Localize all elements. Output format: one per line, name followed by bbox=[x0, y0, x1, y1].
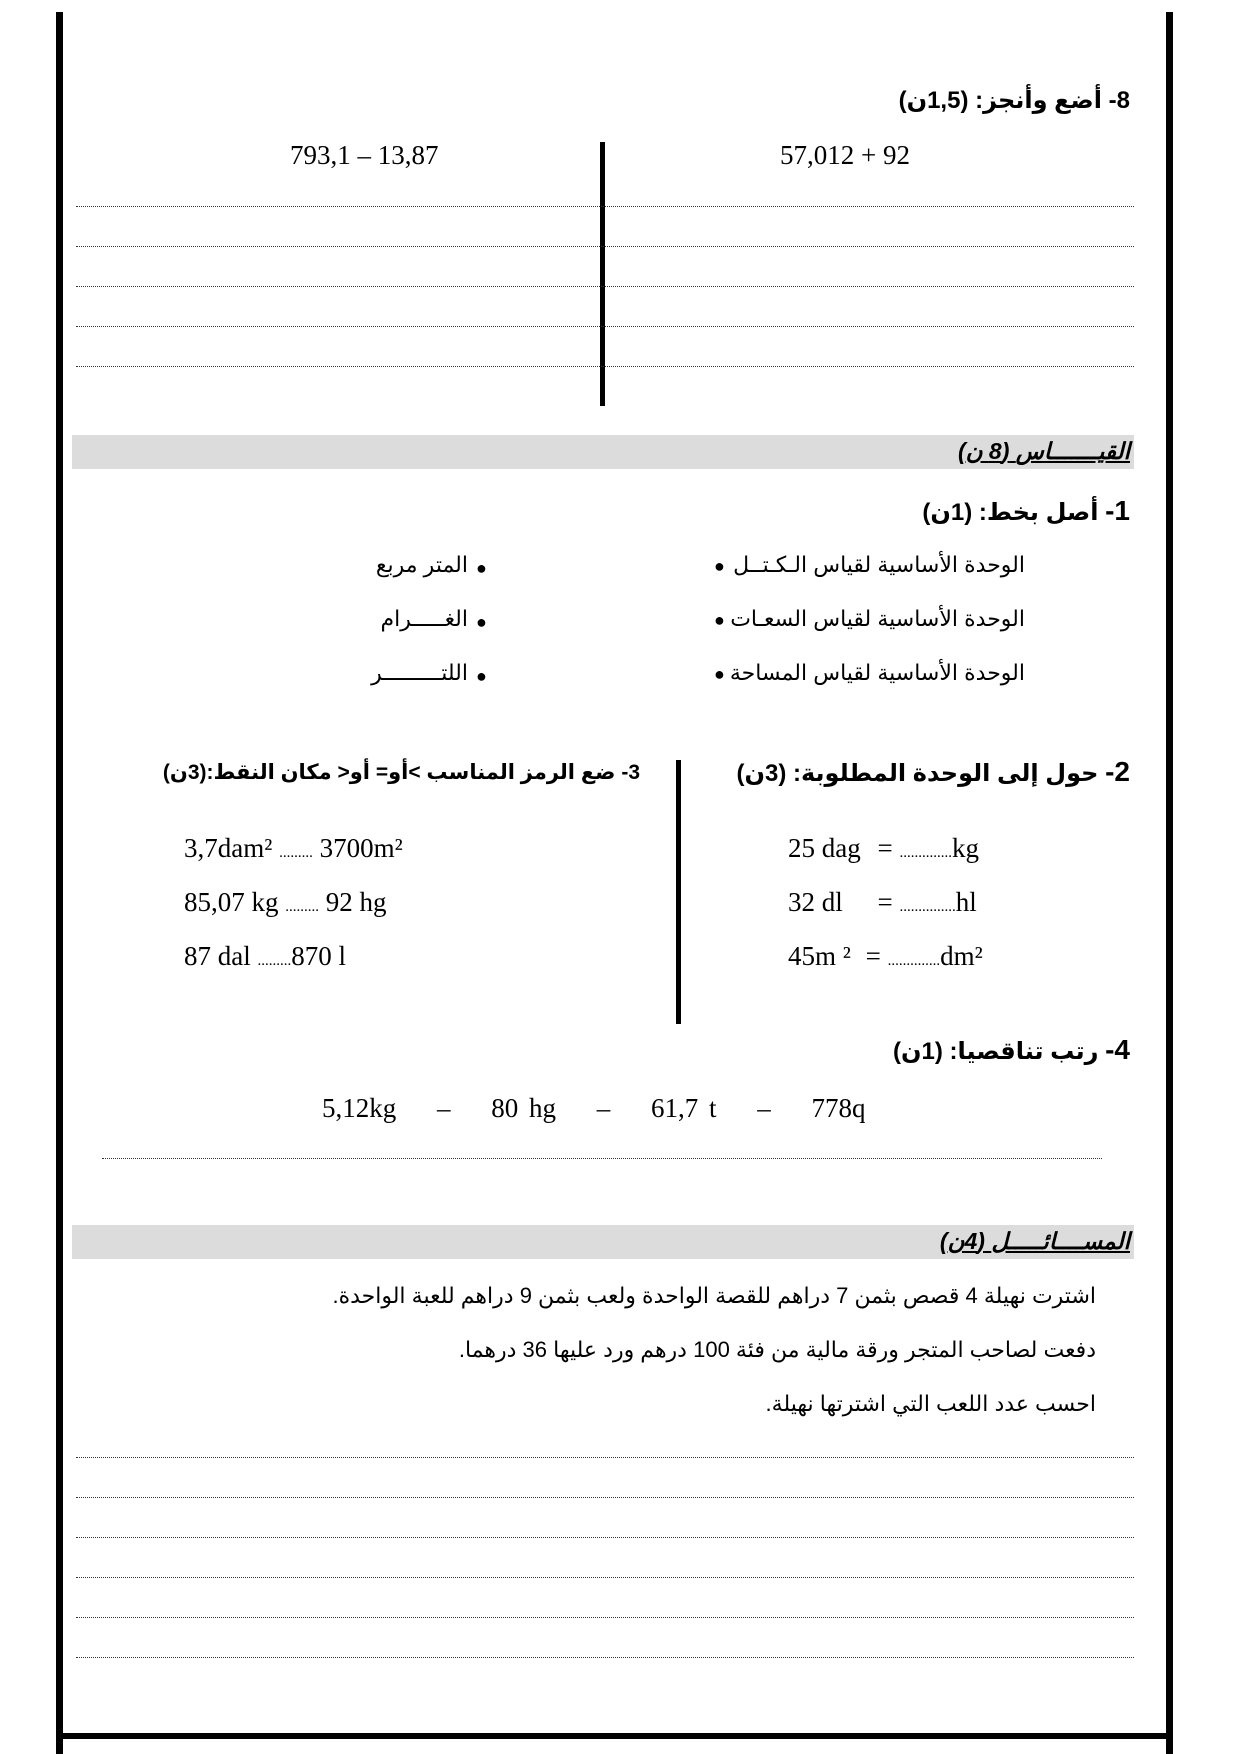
problem-answer-line bbox=[76, 1497, 1134, 1498]
q3-a: 87 dal bbox=[184, 941, 251, 971]
q4-points: (1ن) bbox=[893, 1038, 943, 1065]
problem-answer-line bbox=[76, 1537, 1134, 1538]
q4-value: 61,7 t bbox=[651, 1093, 717, 1123]
page-border-left bbox=[56, 12, 63, 1754]
q1-right-bullet: ● bbox=[476, 666, 487, 686]
q1-right-bullet: ● bbox=[476, 612, 487, 632]
q2-unit: hl bbox=[955, 887, 977, 917]
problem-line: احسب عدد اللعب التي اشترتها نهيلة. bbox=[765, 1391, 1096, 1416]
q3-row bbox=[184, 833, 403, 864]
q1-left-label: الوحدة الأساسية لقياس المساحة bbox=[729, 660, 1025, 685]
q8-answer-line bbox=[76, 206, 1134, 207]
problem-answer-line bbox=[76, 1577, 1134, 1578]
problem-line: دفعت لصاحب المتجر ورقة مالية من فئة 100 درهم ورد عليها 36 درهما. bbox=[458, 1337, 1096, 1362]
q2-title: حول إلى الوحدة المطلوبة: bbox=[793, 760, 1099, 787]
problems-heading-points: (4ن) bbox=[939, 1228, 985, 1254]
q2-row bbox=[788, 833, 979, 864]
problem-answer-line bbox=[76, 1617, 1134, 1618]
q4-separator: – bbox=[757, 1093, 771, 1123]
q2-blank[interactable]: ............... bbox=[899, 899, 956, 915]
q3-blank[interactable]: ......... bbox=[279, 845, 313, 861]
q2-heading bbox=[736, 756, 1130, 788]
problem-line: اشترت نهيلة 4 قصص بثمن 7 دراهم للقصة الواحدة ولعب بثمن 9 دراهم للعبة الواحدة. bbox=[332, 1283, 1096, 1308]
q3-a: 85,07 kg bbox=[184, 887, 279, 917]
q2-lhs: 45m ² bbox=[788, 941, 851, 971]
problem-answer-line bbox=[76, 1457, 1134, 1458]
q2-number: 2- bbox=[1105, 756, 1130, 787]
q4-title: رتب تناقصيا: bbox=[949, 1038, 1099, 1065]
q4-separator: – bbox=[596, 1093, 611, 1123]
q1-right-bullet: ● bbox=[476, 558, 487, 578]
q1-right-label: الغـــــرام bbox=[380, 606, 468, 631]
q2-eq: = bbox=[877, 833, 893, 863]
q2-lhs: 25 dag bbox=[788, 833, 861, 863]
q8-answer-line bbox=[76, 286, 1134, 287]
q2-unit: kg bbox=[951, 833, 979, 863]
q1-match-item-left bbox=[730, 606, 1025, 632]
q4-values bbox=[322, 1093, 866, 1124]
q4-separator: – bbox=[437, 1093, 451, 1123]
q1-points: (1ن) bbox=[922, 499, 973, 526]
problems-heading-text: المســــائـــــل bbox=[991, 1228, 1130, 1254]
q3-b: 92 hg bbox=[325, 887, 387, 917]
q3-b: 3700m² bbox=[319, 833, 403, 863]
q2-points: (3ن) bbox=[736, 760, 787, 787]
q2-row bbox=[788, 941, 983, 972]
q8-heading bbox=[899, 86, 1130, 115]
q1-left-bullet: ● bbox=[714, 556, 725, 576]
q4-answer-line bbox=[102, 1158, 1102, 1159]
q1-right-label: المتر مربع bbox=[375, 552, 468, 577]
measure-section-heading bbox=[958, 438, 1130, 465]
q8-answer-line bbox=[76, 246, 1134, 247]
q3-blank[interactable]: ......... bbox=[257, 953, 292, 969]
problems-section-heading bbox=[940, 1228, 1130, 1255]
q4-heading bbox=[893, 1034, 1130, 1066]
q2-unit: dm² bbox=[940, 941, 983, 971]
measure-heading-text: القيـــــــاس bbox=[1015, 438, 1130, 464]
q1-left-bullet: ● bbox=[714, 610, 725, 630]
q2-eq: = bbox=[865, 941, 881, 971]
q8-points: (1,5ن) bbox=[898, 87, 969, 114]
q8-title: أضع وأنجز: bbox=[975, 87, 1102, 114]
measure-heading-points: (8 ن) bbox=[957, 438, 1010, 464]
q8-answer-line bbox=[76, 366, 1134, 367]
q3-row bbox=[184, 887, 387, 918]
q3-a: 3,7dam² bbox=[184, 833, 273, 863]
q1-title: أصل بخط: bbox=[978, 499, 1099, 526]
q3-row bbox=[184, 941, 346, 972]
q3-number: 3- bbox=[621, 761, 640, 784]
q1-match-item-right bbox=[371, 660, 468, 686]
q3-heading bbox=[163, 760, 640, 785]
q2-lhs: 32 dl bbox=[788, 887, 843, 917]
q1-match-item-left bbox=[733, 552, 1025, 578]
q1-number: 1- bbox=[1105, 495, 1130, 526]
q2-row bbox=[788, 887, 977, 918]
q2-q3-divider bbox=[676, 760, 681, 1024]
q1-heading bbox=[922, 495, 1130, 527]
page-border-bottom bbox=[56, 1733, 1173, 1739]
q3-title: ضع الرمز المناسب >أو= أو< مكان النقط: bbox=[206, 761, 616, 784]
q3-blank[interactable]: ......... bbox=[285, 899, 319, 915]
q2-blank[interactable]: .............. bbox=[899, 845, 952, 861]
q1-left-label: الوحدة الأساسية لقياس السعـات bbox=[730, 606, 1025, 631]
q4-value: 80 hg bbox=[491, 1093, 556, 1123]
q8-answer-line bbox=[76, 326, 1134, 327]
q8-number: 8- bbox=[1108, 87, 1130, 114]
q1-match-item-right bbox=[376, 552, 468, 578]
problem-answer-line bbox=[76, 1657, 1134, 1658]
q2-blank[interactable]: .............. bbox=[887, 953, 941, 969]
q4-number: 4- bbox=[1105, 1034, 1130, 1065]
q1-left-bullet: ● bbox=[714, 664, 725, 684]
q4-value: 5,12kg bbox=[322, 1093, 397, 1123]
q1-match-item-left bbox=[730, 660, 1025, 686]
q3-b: 870 l bbox=[291, 941, 347, 971]
q1-match-item-right bbox=[380, 606, 468, 632]
q8-left-expression: 793,1 – 13,87 bbox=[290, 140, 439, 170]
q3-points: (3ن) bbox=[162, 761, 207, 784]
q4-value: 778q bbox=[811, 1093, 866, 1123]
q1-right-label: اللتـــــــــر bbox=[371, 660, 468, 685]
q1-left-label: الوحدة الأساسية لقياس الـكـتــل bbox=[733, 552, 1025, 577]
q2-eq: = bbox=[877, 887, 893, 917]
q8-right-expression: 57,012 + 92 bbox=[780, 140, 910, 170]
page-border-right bbox=[1166, 12, 1173, 1754]
